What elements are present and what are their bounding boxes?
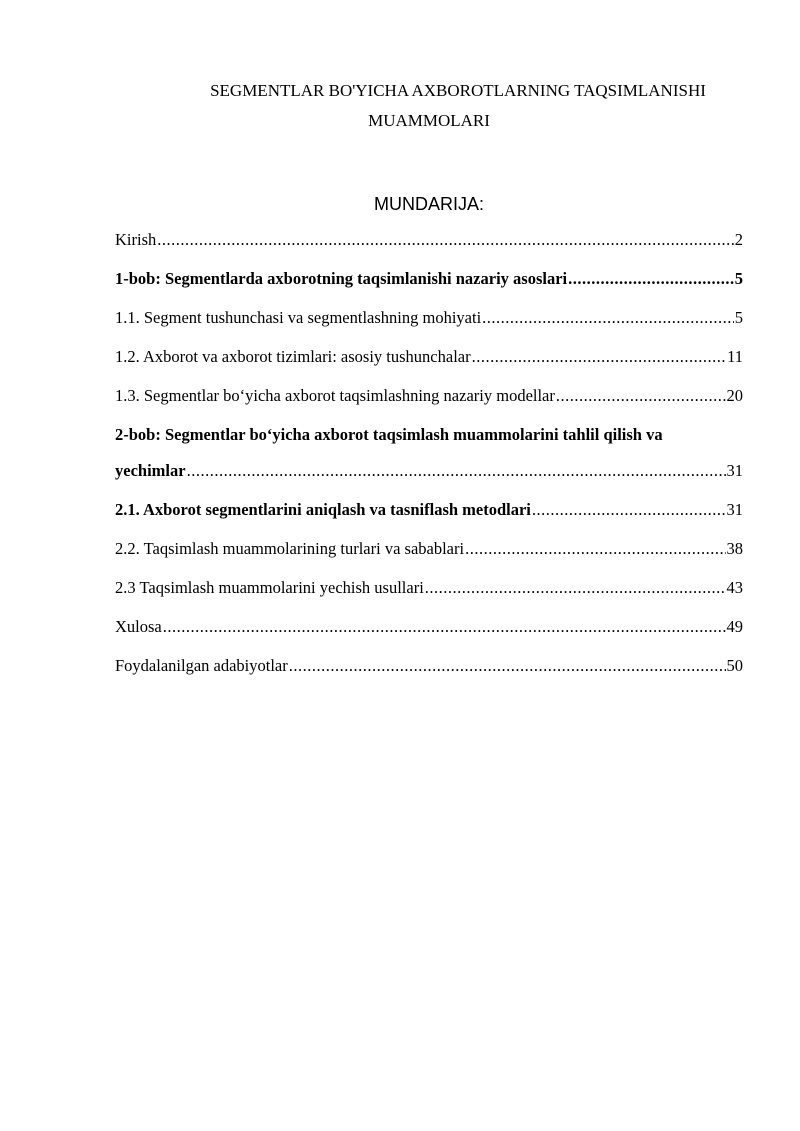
toc-dot-leader: [163, 614, 726, 640]
toc-entry-kirish[interactable]: [115, 227, 743, 253]
toc-entry-section-1-2[interactable]: [115, 344, 743, 370]
toc-entry-text: 2.1. Axborot segmentlarini aniqlash va tasniflash metodlari: [115, 500, 531, 519]
toc-dot-leader: [556, 383, 726, 409]
toc-entry-text: 1-bob: Segmentlarda axborotning taqsimlanishi nazariy asoslari: [115, 269, 568, 288]
toc-page-number: 5: [734, 269, 743, 288]
toc-page-number: 38: [726, 539, 743, 558]
toc-page-number: 31: [726, 500, 743, 519]
document-title: [115, 76, 743, 136]
toc-entry-text: Foydalanilgan adabiyotlar: [115, 656, 288, 675]
toc-entry-text: 1.3. Segmentlar bo‘yicha axborot taqsimlashning nazariy modellar: [115, 386, 555, 405]
toc-page-number: 49: [726, 617, 743, 636]
toc-page-number: 50: [726, 656, 743, 675]
toc-entry-chapter-1[interactable]: [115, 266, 743, 292]
document-title-line1: SEGMENTLAR BO'YICHA AXBOROTLARNING TAQSIMLANISHI: [210, 81, 706, 100]
toc-entry-bibliography[interactable]: [115, 653, 743, 679]
toc-entry-section-2-1[interactable]: [115, 497, 743, 523]
toc-entry-text-line1: 2-bob: Segmentlar bo‘yicha axborot taqsimlash muammolarini tahlil qilish va: [115, 425, 663, 444]
toc-page-number: 20: [726, 386, 743, 405]
toc-dot-leader: [425, 575, 726, 601]
toc-dot-leader: [289, 653, 726, 679]
toc-page-number: 31: [726, 461, 743, 480]
toc-entry-section-2-3[interactable]: [115, 575, 743, 601]
toc-entry-text: 2.2. Taqsimlash muammolarining turlari va sabablari: [115, 539, 465, 558]
toc-dot-leader: [482, 305, 734, 331]
toc-entry-section-1-3[interactable]: [115, 383, 743, 409]
toc-page-number: 5: [734, 308, 743, 327]
toc-heading: [115, 192, 743, 216]
document-title-line2: MUAMMOLARI: [368, 111, 490, 130]
toc-heading-text: MUNDARIJA:: [373, 194, 484, 214]
toc-dot-leader: [532, 497, 726, 523]
toc-dot-leader: [187, 458, 726, 484]
toc-entry-chapter-2[interactable]: [115, 422, 743, 484]
table-of-contents: [115, 227, 743, 692]
toc-entry-text: Xulosa: [115, 617, 162, 636]
toc-entry-text: Kirish: [115, 230, 157, 249]
toc-entry-section-1-1[interactable]: [115, 305, 743, 331]
toc-page-number: 11: [727, 347, 743, 366]
toc-dot-leader: [465, 536, 725, 562]
toc-entry-text-line2: yechimlar: [115, 461, 186, 480]
toc-page-number: 43: [726, 578, 743, 597]
toc-dot-leader: [472, 344, 727, 370]
toc-entry-text: 2.3 Taqsimlash muammolarini yechish usullari: [115, 578, 424, 597]
toc-dot-leader: [157, 227, 734, 253]
toc-page-number: 2: [734, 230, 743, 249]
toc-entry-xulosa[interactable]: [115, 614, 743, 640]
toc-entry-section-2-2[interactable]: [115, 536, 743, 562]
toc-dot-leader: [568, 266, 734, 292]
toc-entry-text: 1.2. Axborot va axborot tizimlari: asosiy tushunchalar: [115, 347, 471, 366]
toc-entry-text: 1.1. Segment tushunchasi va segmentlashning mohiyati: [115, 308, 482, 327]
